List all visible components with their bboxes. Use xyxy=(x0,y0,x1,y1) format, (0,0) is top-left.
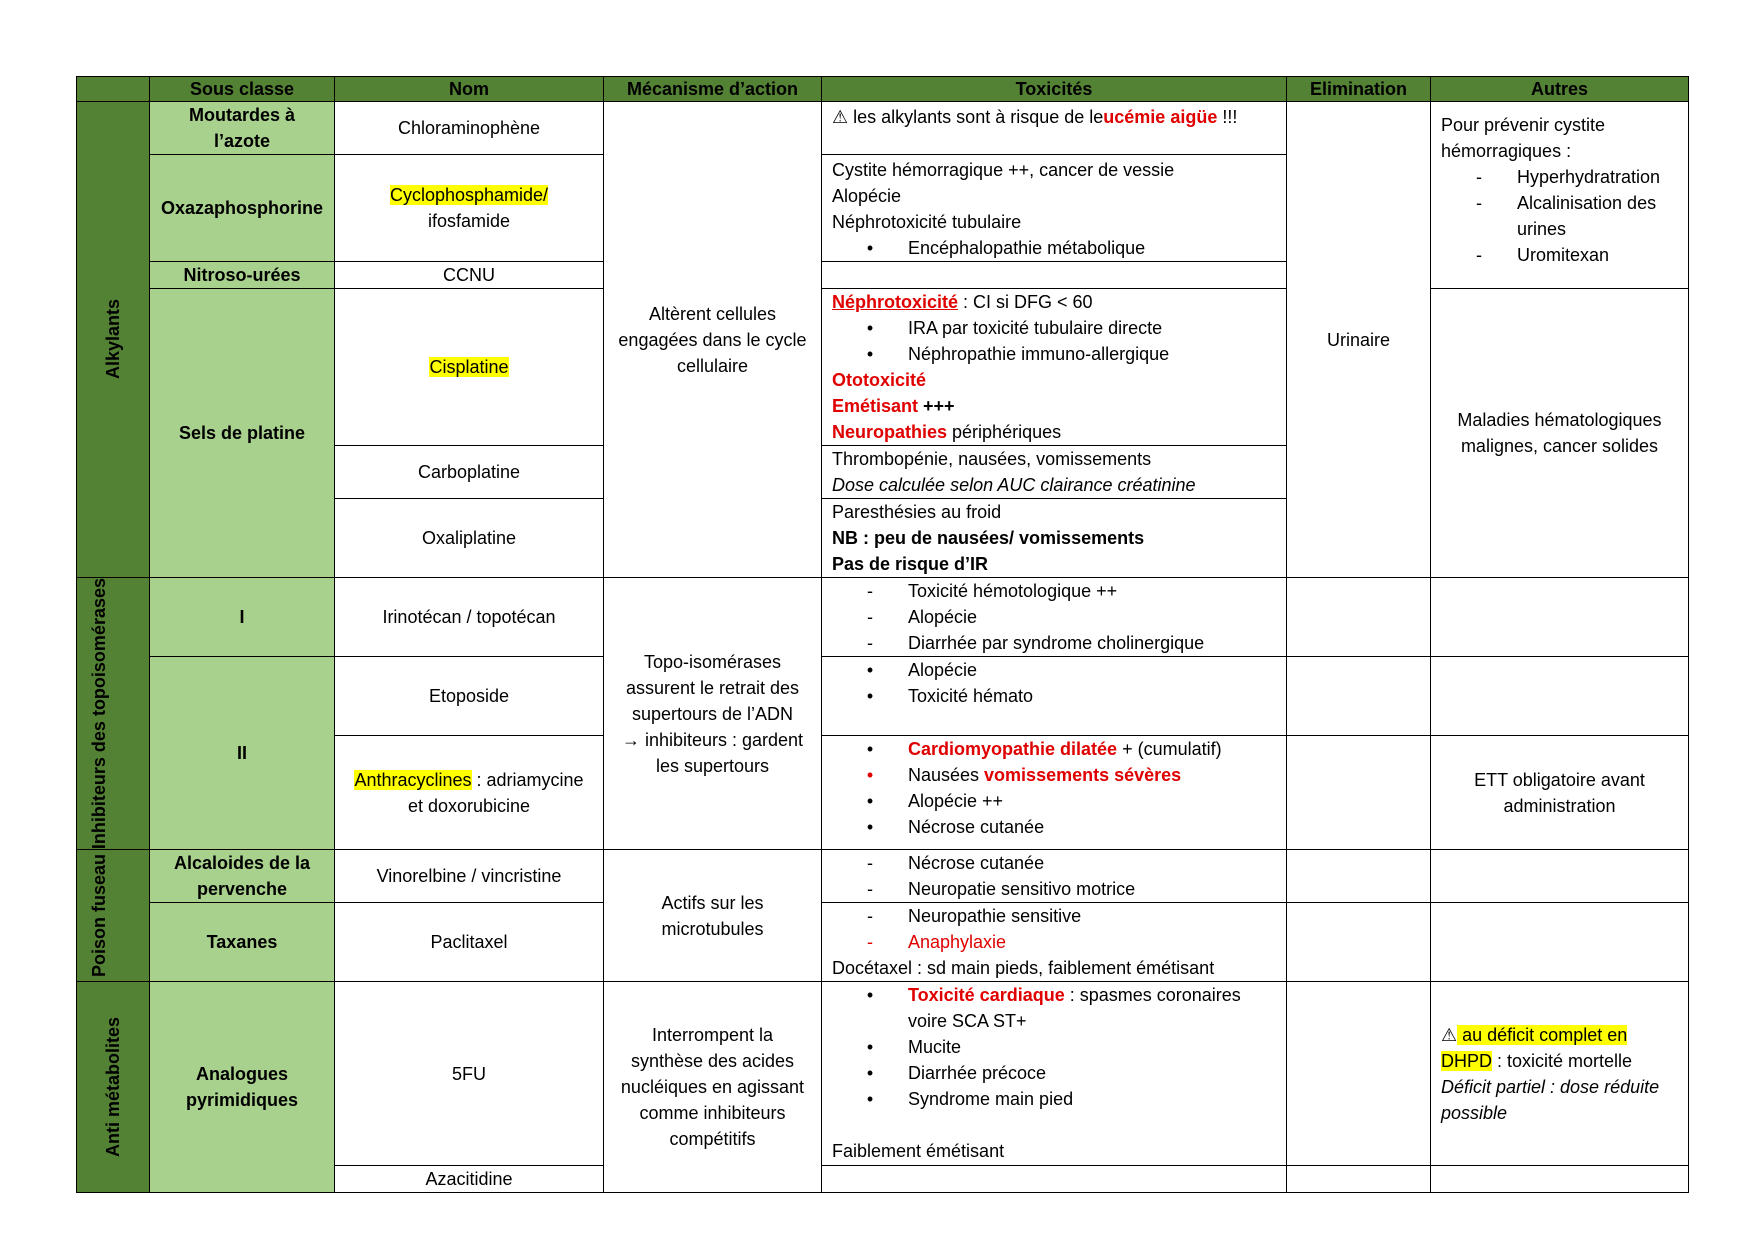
name-anthracyclines: Anthracyclines : adriamycine et doxorubicine xyxy=(335,736,604,850)
name-irinotecan: Irinotécan / topotécan xyxy=(335,578,604,657)
row-alcaloides xyxy=(77,850,1689,903)
header-nom: Nom xyxy=(335,77,604,102)
sub-moutardes: Moutardes à l’azote xyxy=(150,102,335,155)
autres-etoposide xyxy=(1431,657,1689,736)
header-toxicites: Toxicités xyxy=(822,77,1287,102)
name-azacitidine: Azacitidine xyxy=(335,1166,604,1193)
name-ccnu: CCNU xyxy=(335,262,604,289)
tox-nitroso-empty xyxy=(822,262,1287,289)
name-vinorelbine: Vinorelbine / vincristine xyxy=(335,850,604,903)
autres-cystite: Pour prévenir cystite hémorragiques : - Hyperhydratration - Alcalinisation des urines - Uromitexan xyxy=(1431,102,1689,289)
mechanism-poison: Actifs sur les microtubules xyxy=(604,850,822,982)
warning-icon: ⚠ xyxy=(832,107,849,127)
sub-alcaloides: Alcaloides de la pervenche xyxy=(150,850,335,903)
sub-topo-i: I xyxy=(150,578,335,657)
row-cisplatine xyxy=(77,289,1689,446)
elimination-aza xyxy=(1287,1166,1431,1193)
elimination-etoposide xyxy=(1287,657,1431,736)
row-etoposide xyxy=(77,657,1689,736)
row-topo-i xyxy=(77,578,1689,657)
class-alkylants: Alkylants xyxy=(77,102,150,578)
header-autres: Autres xyxy=(1431,77,1689,102)
autres-taxanes xyxy=(1431,903,1689,982)
sub-nitroso: Nitroso-urées xyxy=(150,262,335,289)
mechanism-anti: Interrompent la synthèse des acides nucléiques en agissant comme inhibiteurs compétitifs xyxy=(604,982,822,1193)
tox-topo-i: - Toxicité hémotologique ++ - Alopécie - Diarrhée par syndrome cholinergique xyxy=(822,578,1287,657)
elimination-alcaloides xyxy=(1287,850,1431,903)
elimination-taxanes xyxy=(1287,903,1431,982)
name-5fu: 5FU xyxy=(335,982,604,1166)
tox-etoposide: • Alopécie • Toxicité hémato xyxy=(822,657,1287,736)
autres-aza xyxy=(1431,1166,1689,1193)
tox-anthra: • Cardiomyopathie dilatée + (cumulatif) • Nausées vomissements sévères • Alopécie ++ • Nécrose cutanée xyxy=(822,736,1287,850)
sub-taxanes: Taxanes xyxy=(150,903,335,982)
drug-table xyxy=(76,76,1689,1193)
name-carboplatine: Carboplatine xyxy=(335,446,604,499)
tox-oxaz: Cystite hémorragique ++, cancer de vessie Alopécie Néphrotoxicité tubulaire • Encéphalopathie métabolique xyxy=(822,155,1287,262)
row-taxanes xyxy=(77,903,1689,982)
name-cyclophosphamide: Cyclophosphamide/ ifosfamide xyxy=(335,155,604,262)
tox-oxaliplatine: Paresthésies au froid NB : peu de nausées/ vomissements Pas de risque d’IR xyxy=(822,499,1287,578)
elimination-topo-i xyxy=(1287,578,1431,657)
class-topo: Inhibiteurs des topoisomérases xyxy=(77,578,150,850)
sub-platine: Sels de platine xyxy=(150,289,335,578)
elimination-5fu xyxy=(1287,982,1431,1166)
tox-moutardes: ⚠ les alkylants sont à risque de leucémie aigüe !!! xyxy=(822,102,1287,155)
mechanism-alkylants: Altèrent cellules engagées dans le cycle cellulaire xyxy=(604,102,822,578)
autres-5fu: ⚠ au déficit complet en DHPD : toxicité mortelle Déficit partiel : dose réduite possible xyxy=(1431,982,1689,1166)
row-moutardes xyxy=(77,102,1689,155)
arrow-icon: → xyxy=(621,729,640,750)
sub-oxaz: Oxazaphosphorine xyxy=(150,155,335,262)
autres-topo-i xyxy=(1431,578,1689,657)
tox-carboplatine: Thrombopénie, nausées, vomissements Dose calculée selon AUC clairance créatinine xyxy=(822,446,1287,499)
mechanism-topo: Topo-isomérases assurent le retrait des supertours de l’ADN → inhibiteurs : gardent les supertours xyxy=(604,578,822,850)
autres-anthra: ETT obligatoire avant administration xyxy=(1431,736,1689,850)
name-paclitaxel: Paclitaxel xyxy=(335,903,604,982)
header-mecanisme: Mécanisme d’action xyxy=(604,77,822,102)
tox-taxanes: - Neuropathie sensitive - Anaphylaxie Docétaxel : sd main pieds, faiblement émétisant xyxy=(822,903,1287,982)
header-elimination: Elimination xyxy=(1287,77,1431,102)
class-anti: Anti métabolites xyxy=(77,982,150,1193)
tox-aza xyxy=(822,1166,1287,1193)
tox-5fu: • Toxicité cardiaque : spasmes coronaires voire SCA ST+ • Mucite • Diarrhée précoce • Syndrome main pied Faiblement émétisant xyxy=(822,982,1287,1166)
header-sous-classe: Sous classe xyxy=(150,77,335,102)
row-5fu xyxy=(77,982,1689,1166)
warning-icon: ⚠ xyxy=(1441,1024,1458,1045)
elimination-alkylants: Urinaire xyxy=(1287,102,1431,578)
sub-topo-ii: II xyxy=(150,657,335,850)
name-cisplatine: Cisplatine xyxy=(335,289,604,446)
header-row xyxy=(77,77,1689,102)
header-class xyxy=(77,77,150,102)
name-etoposide: Etoposide xyxy=(335,657,604,736)
sub-analogues: Analogues pyrimidiques xyxy=(150,982,335,1193)
autres-alcaloides xyxy=(1431,850,1689,903)
autres-platine: Maladies hématologiques malignes, cancer solides xyxy=(1431,289,1689,578)
tox-alcaloides: - Nécrose cutanée - Neuropatie sensitivo motrice xyxy=(822,850,1287,903)
class-poison: Poison fuseau xyxy=(77,850,150,982)
elimination-anthra xyxy=(1287,736,1431,850)
name-oxaliplatine: Oxaliplatine xyxy=(335,499,604,578)
name-chloraminophene: Chloraminophène xyxy=(335,102,604,155)
tox-cisplatine: Néphrotoxicité : CI si DFG < 60 • IRA par toxicité tubulaire directe • Néphropathie immuno-allergique Ototoxicité Emétisant +++ Neuropathies périphériques xyxy=(822,289,1287,446)
